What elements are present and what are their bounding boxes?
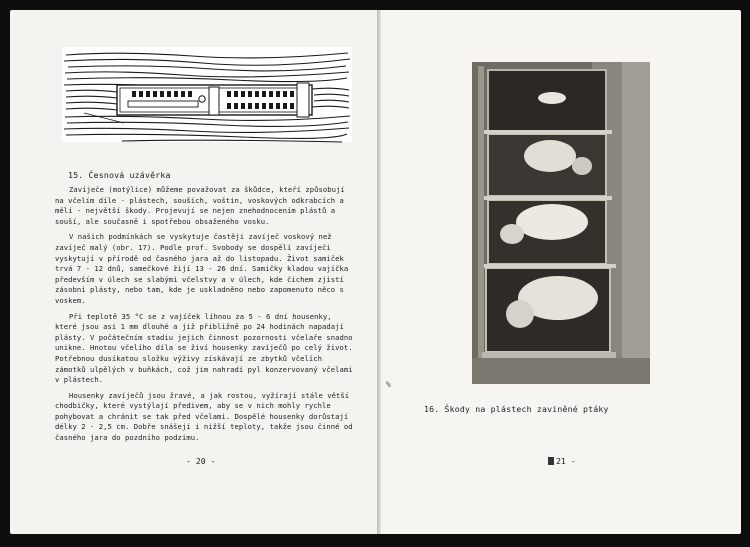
page-number-smudge-icon (548, 457, 554, 465)
right-page-number-text: 21 - (556, 456, 576, 466)
figure-16-caption: 16. Škody na plástech zaviněné ptáky (424, 404, 609, 414)
margin-mark: % (386, 380, 391, 389)
right-page-number (548, 456, 576, 466)
paragraph-2: V našich podmínkách se vyskytuje častěji zavíječ voskový než zavíječ malý (obr. 17). Podle prof. Svobody se dospělí zavíječi vyskytují v přírodě od časného jara až do listopadu. Život samiček trvá 7 - 12 dnů, samečkové žijí 13 - 26 dní. Samičky kladou vajíčka především v úlech se slabými včelstvy a v úlech, kde čichem zjistí zásobní plásty, nebo tam, kde je uskladněno nebo zapomenuto něco s voskem. (55, 232, 349, 305)
damaged-combs-photo (472, 62, 650, 384)
left-page-number: - 20 - (186, 456, 216, 466)
paragraph-4: Housenky zavíječů jsou žravé, a jak rostou, vyžírají stále větší chodbičky, které vystýlají předivem, aby se v nich mohly rychle pohybovat a chránit se tak před včelami. Dospělé housenky dorůstají délky 2 - 2,5 cm. Dobře snášejí i nižší teploty, takže jsou činné od časného jara do pozdního podzimu. (55, 390, 353, 443)
paragraph-1: Zavíječe (motýlice) můžeme považovat za škůdce, kteří způsobují na včelím díle - plástech, souších, voštin, voskových odkrabcích a mělí - největší škody. Projevují se nejen znehodnocením plástů a souší, ale současně i spotřebou obsaženého vosku. (55, 185, 345, 226)
hive-entrance-closure-illustration (62, 47, 352, 157)
paragraph-3: Při teplotě 35 °C se z vajíček líhnou za 5 - 6 dní housenky, které jsou asi 1 mm dlouhé a již přibližně po 24 hodinách napadají plásty. V počátečním stadiu jejich činnost pozornosti včelaře snadno unikne. Hnotou včelího díla se živí housenky zavíječů po celý život. Potřebnou dusíkatou složku výživy získávají ze zbytků včelích zámotků ulpělých v buňkách, což jim nahradí pyl konzervovaný včelami v plástech. (55, 311, 353, 385)
left-page-body (55, 185, 355, 449)
figure-15-caption: 15. Česnová uzávěrka (68, 170, 171, 180)
